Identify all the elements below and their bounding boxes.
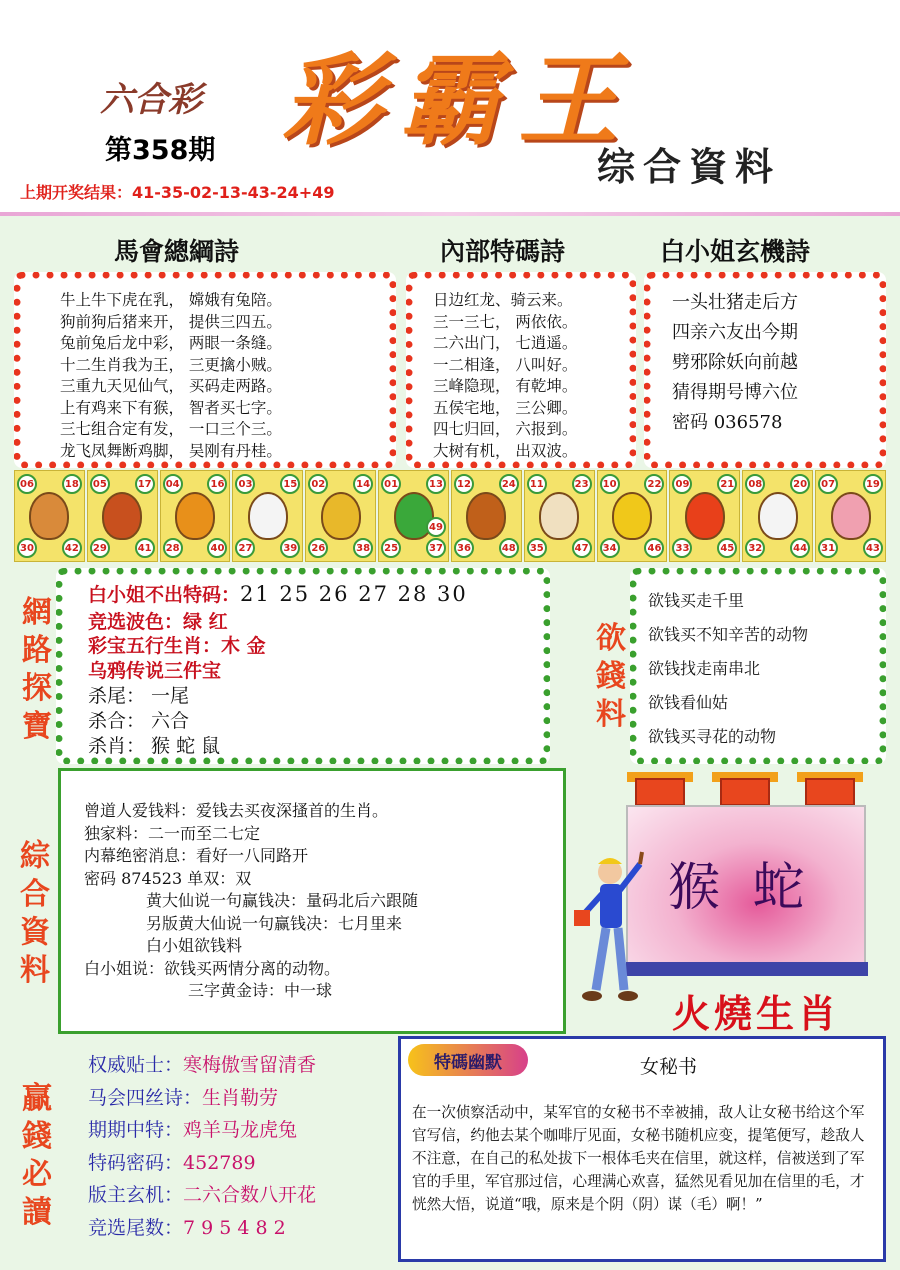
zodiac-number: 39	[280, 538, 300, 558]
poem-line: 三重九天见仙气， 买码走两路。	[60, 377, 282, 395]
neibu-poem	[433, 290, 577, 462]
pig-icon	[831, 492, 871, 540]
poem-line: 劈邪除妖向前越	[672, 352, 798, 373]
comprehensive-line: 独家料：二一而至二七定	[84, 823, 261, 843]
win-key: 版主玄机：	[88, 1184, 184, 1206]
win-value: 鸡羊马龙虎兔	[183, 1119, 298, 1141]
issue-number: 第358期	[105, 135, 216, 166]
rat-icon	[29, 492, 69, 540]
brand-logo: 彩霸王	[282, 41, 636, 159]
humor-title: 女秘书	[640, 1056, 698, 1078]
poem-line: 牛上牛下虎在乳， 嫦娥有兔陪。	[60, 291, 282, 309]
zodiac-number: 37	[426, 538, 446, 558]
not-out-key: 白小姐不出特码：	[88, 584, 241, 606]
zodiac-number: 23	[572, 474, 592, 494]
win-value: 7 9 5 4 8 2	[183, 1216, 286, 1239]
zodiac-number: 13	[426, 474, 446, 494]
zodiac-cell-horse	[451, 470, 522, 562]
vertical-char: 綜	[20, 839, 50, 874]
kill-tail: 杀尾： 一尾	[88, 685, 190, 707]
mahui-poem	[60, 290, 282, 462]
zodiac-number: 21	[717, 474, 737, 494]
zodiac-number: 17	[135, 474, 155, 494]
zodiac-number: 49	[426, 517, 446, 537]
dragon-icon	[321, 492, 361, 540]
fire-zodiac-title: 火燒生肖	[672, 991, 841, 1036]
win-key: 期期中特：	[88, 1119, 184, 1141]
zodiac-number: 24	[499, 474, 519, 494]
win-row	[88, 1180, 316, 1207]
board-post-mid	[720, 778, 770, 806]
zodiac-number: 43	[863, 538, 883, 558]
poem-line: 一头壮猪走后方	[672, 292, 798, 313]
poem-line: 三一三七， 两依依。	[433, 312, 578, 331]
wave-key: 竞选波色：	[88, 611, 184, 633]
comprehensive-line: 三字黄金诗：中一球	[188, 981, 333, 1000]
win-row	[88, 1148, 256, 1175]
zodiac-number: 15	[280, 474, 300, 494]
zodiac-cell-goat	[524, 470, 595, 562]
poem-line: 二六出门， 七逍遥。	[433, 334, 578, 352]
zodiac-number: 26	[308, 538, 328, 558]
win-row	[88, 1115, 297, 1142]
kill-xiao: 杀肖： 猴 蛇 鼠	[88, 735, 221, 757]
poem-line: 狗前狗后猪来开， 提供三四五。	[60, 312, 282, 331]
zodiac-number: 44	[790, 538, 810, 558]
billboard-base	[626, 962, 868, 976]
zodiac-number: 06	[17, 474, 37, 494]
win-key: 竞选尾数：	[88, 1216, 184, 1239]
humor-badge: 特碼幽默	[408, 1044, 528, 1076]
zodiac-number: 20	[790, 474, 810, 494]
comprehensive-label	[18, 838, 52, 990]
humor-text: 在一次侦察活动中，某军官的女秘书不幸被捕，敌人让女秘书给这个军官写信，约他去某个咖啡厅见面，女秘书随机应变，提笔便写，趁敌人不注意，在自己的私处拔下一根体毛夹在信里，就这样，信被送到了军官的手里，军官那过信，心理满心欢喜，猛然见看见加在信里的毛，才恍然大悟，说道“哦，原来是个阴（阴）谋（毛）啊！”	[412, 1104, 865, 1213]
win-row	[88, 1213, 286, 1240]
zodiac-number: 25	[381, 538, 401, 558]
wave-value: 绿 红	[183, 611, 228, 633]
win-key: 特码密码：	[88, 1151, 184, 1174]
zodiac-number: 31	[818, 538, 838, 558]
kill-he: 杀合： 六合	[88, 710, 190, 732]
vertical-char: 料	[596, 697, 626, 732]
ox-icon	[102, 492, 142, 540]
zodiac-number: 07	[818, 474, 838, 494]
poem-line: 兔前兔后龙中彩， 两眼一条缝。	[60, 334, 282, 352]
zodiac-number: 48	[499, 538, 519, 558]
zodiac-number: 34	[600, 538, 620, 558]
zodiac-number: 11	[527, 474, 547, 494]
zodiac-number: 41	[135, 538, 155, 558]
board-post-left	[635, 778, 685, 806]
crow-line	[88, 656, 221, 683]
comprehensive-line: 另版黄大仙说一句赢钱决：七月里来	[146, 913, 403, 933]
vertical-char: 贏	[22, 1081, 52, 1116]
win-key: 权威贴士：	[88, 1054, 184, 1076]
poem-line: 上有鸡来下有猴， 智者买七字。	[60, 398, 282, 417]
vertical-char: 欲	[596, 621, 626, 656]
vertical-char: 網	[22, 595, 52, 630]
zodiac-cell-rabbit	[232, 470, 303, 562]
poem-line: 龙飞凤舞断鸡脚， 吴刚有丹桂。	[60, 441, 282, 460]
horse-icon	[466, 492, 506, 540]
board-post-right	[805, 778, 855, 806]
dog-icon	[758, 492, 798, 540]
zodiac-number: 16	[207, 474, 227, 494]
header-divider	[0, 212, 900, 216]
comprehensive-line: 白小姐说：欲钱买两情分离的动物。	[84, 958, 341, 978]
rooster-icon	[685, 492, 725, 540]
zodiac-cell-monkey	[597, 470, 668, 562]
not-out-value: 21 25 26 27 28 30	[240, 582, 468, 606]
poem-line: 三七组合定有发， 一口三个三。	[60, 420, 282, 438]
win-value: 寒梅傲雪留清香	[183, 1054, 317, 1076]
win-row	[88, 1083, 278, 1110]
zodiac-number: 33	[672, 538, 692, 558]
zodiac-number: 36	[454, 538, 474, 558]
zodiac-number: 03	[235, 474, 255, 494]
heading-neibu: 內部特碼詩	[440, 237, 566, 266]
poem-line: 猜得期号博六位	[672, 382, 798, 403]
vertical-char: 寶	[22, 709, 52, 744]
header	[0, 0, 900, 215]
poem-line: 日边红龙、骑云来。	[433, 291, 573, 309]
zodiac-number: 12	[454, 474, 474, 494]
vertical-char: 必	[22, 1157, 52, 1192]
zodiac-number: 10	[600, 474, 620, 494]
zodiac-number: 05	[90, 474, 110, 494]
zodiac-cell-pig	[815, 470, 886, 562]
zodiac-number: 01	[381, 474, 401, 494]
qian-line: 欲钱买走千里	[648, 591, 745, 610]
vertical-char: 錢	[596, 659, 626, 694]
billboard-text: 猴 蛇	[668, 858, 813, 918]
zodiac-number: 46	[644, 538, 664, 558]
poem-line: 一二相逢， 八叫好。	[433, 355, 578, 374]
vertical-char: 路	[22, 633, 52, 668]
zodiac-number: 45	[717, 538, 737, 558]
monkey-icon	[612, 492, 652, 540]
poem-line: 密码 036578	[672, 412, 783, 433]
poem-line: 三峰隐现， 有乾坤。	[433, 377, 578, 395]
wave-line	[88, 607, 228, 634]
zodiac-number: 22	[644, 474, 664, 494]
win-row	[88, 1050, 316, 1077]
zodiac-cell-ox	[87, 470, 158, 562]
vertical-char: 錢	[22, 1119, 52, 1154]
zodiac-cell-dog	[742, 470, 813, 562]
zodiac-number: 32	[745, 538, 765, 558]
zodiac-number: 40	[207, 538, 227, 558]
comprehensive-line: 曾道人爱钱料：爱钱去买夜深搔首的生肖。	[84, 801, 389, 820]
zodiac-number: 02	[308, 474, 328, 494]
poem-line: 十二生肖我为王， 三更擒小贼。	[60, 355, 282, 374]
heading-bai: 白小姐玄機詩	[660, 237, 811, 266]
wuxing-line	[88, 631, 266, 658]
zodiac-number: 29	[90, 538, 110, 558]
zodiac-number: 42	[62, 538, 82, 558]
zodiac-number: 30	[17, 538, 37, 558]
zodiac-cell-rooster	[669, 470, 740, 562]
zodiac-number: 09	[672, 474, 692, 494]
comprehensive-line: 密码 874523 单双：双	[84, 868, 252, 888]
poem-line: 大树有机， 出双波。	[433, 441, 578, 460]
win-value: 二六合数八开花	[183, 1184, 317, 1206]
zodiac-number: 35	[527, 538, 547, 558]
poem-line: 四七归回， 六报到。	[433, 420, 578, 438]
zodiac-number: 38	[353, 538, 373, 558]
zodiac-number: 28	[163, 538, 183, 558]
vertical-char: 讀	[22, 1195, 52, 1230]
zodiac-number: 18	[62, 474, 82, 494]
heading-mahui: 馬會總綱詩	[114, 237, 240, 266]
poem-line: 五侯宅地， 三公卿。	[433, 398, 578, 417]
win-value: 生肖勒劳	[202, 1086, 279, 1109]
zodiac-number: 04	[163, 474, 183, 494]
vertical-char: 資	[20, 915, 50, 950]
qian-line: 欲钱买不知辛苦的动物	[648, 625, 809, 644]
zodiac-cell-snake	[378, 470, 449, 562]
win-value: 452789	[183, 1151, 256, 1174]
zodiac-number: 19	[863, 474, 883, 494]
zodiac-number: 47	[572, 538, 592, 558]
zodiac-cell-rat	[14, 470, 85, 562]
qian-line: 欲钱看仙姑	[648, 693, 729, 712]
zodiac-cell-dragon	[305, 470, 376, 562]
brand-small: 六合彩	[100, 80, 202, 120]
vertical-char: 合	[20, 877, 50, 912]
qian-line: 欲钱买寻花的动物	[648, 727, 777, 746]
vertical-char: 料	[20, 953, 50, 988]
rabbit-icon	[248, 492, 288, 540]
goat-icon	[539, 492, 579, 540]
win-label	[20, 1080, 54, 1232]
bai-poem	[672, 288, 798, 438]
last-result: 上期开奖结果：41-35-02-13-43-24+49	[20, 183, 335, 202]
zodiac-number: 14	[353, 474, 373, 494]
zodiac-number: 08	[745, 474, 765, 494]
vertical-char: 探	[22, 671, 52, 706]
network-label	[20, 594, 54, 746]
poem-line: 四亲六友出今期	[672, 322, 798, 343]
tiger-icon	[175, 492, 215, 540]
not-out-line	[88, 580, 468, 607]
wuxing-key: 彩宝五行生肖：	[88, 635, 222, 657]
comprehensive-line: 黄大仙说一句赢钱决：量码北后六跟随	[146, 891, 419, 910]
qian-label	[594, 620, 628, 734]
subtitle: 综合資料	[597, 144, 782, 189]
zodiac-number: 27	[235, 538, 255, 558]
crow-text: 乌鸦传说三件宝	[88, 660, 222, 682]
zodiac-strip	[14, 470, 886, 562]
comprehensive-line: 白小姐欲钱料	[146, 936, 243, 955]
painter-icon	[566, 850, 646, 1010]
qian-line: 欲钱找走南串北	[648, 659, 761, 678]
win-key: 马会四丝诗：	[88, 1086, 203, 1109]
comprehensive-line: 内幕绝密消息：看好一八同路开	[84, 846, 309, 865]
zodiac-cell-tiger	[160, 470, 231, 562]
wuxing-value: 木 金	[221, 635, 266, 657]
